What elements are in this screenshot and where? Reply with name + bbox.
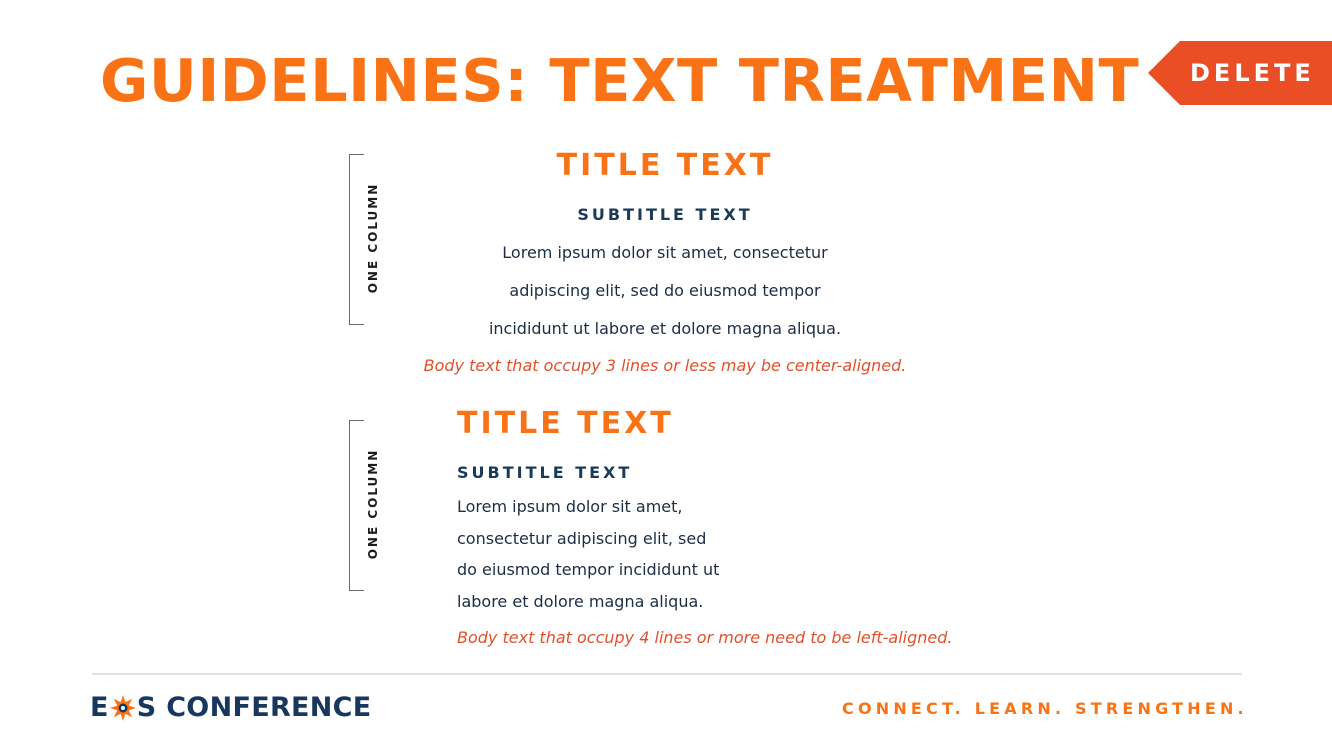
- delete-tag-label: DELETE: [1190, 59, 1315, 87]
- centered-subtitle: SUBTITLE TEXT: [577, 205, 753, 224]
- logo-text-suffix: S CONFERENCE: [136, 692, 372, 723]
- left-alignment-note: Body text that occupy 4 lines or more need to be left-aligned.: [457, 628, 953, 647]
- footer-divider: [92, 673, 1242, 675]
- centered-alignment-note: Body text that occupy 3 lines or less may be center-aligned.: [423, 356, 907, 375]
- left-subtitle: SUBTITLE TEXT: [457, 463, 633, 482]
- left-body-line: labore et dolore magna aliqua.: [457, 592, 704, 611]
- centered-title: TITLE TEXT: [556, 148, 774, 183]
- centered-body-line: incididunt ut labore et dolore magna aliqua.: [488, 319, 842, 338]
- column-bracket-label-bottom: ONE COLUMN: [366, 448, 380, 560]
- conference-logo: [90, 690, 372, 726]
- centered-body-line: adipiscing elit, sed do eiusmod tempor: [509, 281, 821, 300]
- page-title: GUIDELINES: TEXT TREATMENT: [100, 46, 1140, 115]
- column-bracket-label-top: ONE COLUMN: [366, 182, 380, 294]
- sunburst-icon: [110, 695, 136, 721]
- footer-tagline: CONNECT. LEARN. STRENGTHEN.: [842, 699, 1248, 718]
- centered-body-line: Lorem ipsum dolor sit amet, consectetur: [502, 243, 828, 262]
- left-body-line: do eiusmod tempor incididunt ut: [457, 560, 720, 579]
- logo-text-prefix: E: [90, 692, 109, 723]
- left-body-line: Lorem ipsum dolor sit amet,: [457, 497, 683, 516]
- left-body-line: consectetur adipiscing elit, sed: [457, 529, 707, 548]
- left-title: TITLE TEXT: [457, 406, 674, 441]
- column-bracket-top: [349, 154, 364, 325]
- column-bracket-bottom: [349, 420, 364, 591]
